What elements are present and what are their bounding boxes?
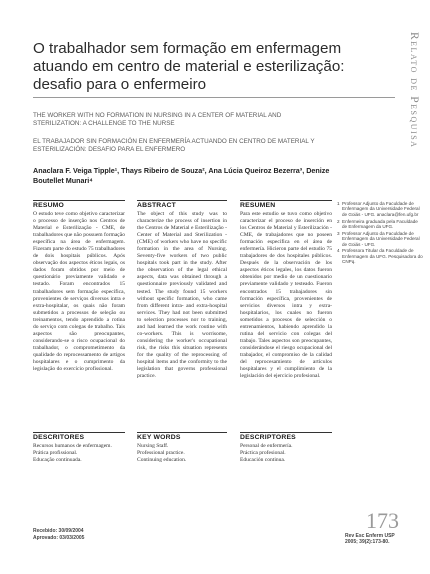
note-number: 4	[337, 248, 340, 254]
abstract-column	[137, 200, 227, 380]
note-number: 1	[337, 201, 340, 206]
keyword-item: Educación continua.	[240, 457, 286, 463]
subtitle-spanish: EL TRABAJADOR SIN FORMACIÓN EN ENFERMERÍA ACTUANDO EN CENTRO DE MATERIAL Y ESTERILIZACIÓN: DESAFIO PARA EL ENFERMERO	[33, 138, 315, 153]
resumo-heading: RESUMO	[33, 200, 125, 210]
keywords-heading: KEY WORDS	[137, 432, 227, 442]
note-item	[337, 201, 423, 217]
note-text: Enfermeira graduada pela Faculdade de Enfermagem da UFG.	[342, 218, 418, 230]
author-notes	[337, 201, 423, 266]
keyword-item: Continuing education.	[137, 457, 187, 463]
descritores-block	[33, 432, 125, 464]
section-label: Relato de Pesquisa	[408, 32, 420, 149]
note-item	[337, 219, 423, 230]
page-number: 173	[366, 508, 399, 533]
resumen-text: Para este estudio se tuvo como objetivo caracterizar el proceso de inserción en los Centros de Material y Esterilización - CME, de trabajadores que no poseen formación específica en el área de enfermería. Hicieron parte del estudio 75 trabajadores de dos hospitales públicos. Después de la observación de los aspectos éticos legales, los datos fueron obtenidos por medio de un cuestionario previamente validado y testeado. Fueron encontrados 15 trabajadores sin formación específica, provenientes de servicios diversos intra y extra-hospitalarios, los cuales no fueron sometidos a procesos de selección o entrenamientos, habiendo aprendido la rutina del servicio con colegas del trabajo. Tales aspectos son preocupantes, considerándose el riesgo ocupacional del trabajador, el compromiso de la calidad del reprocesamiento de artículos hospitalares y el cumplimiento de la legislación del ejercicio profesional.	[240, 211, 332, 380]
journal-reference	[345, 533, 425, 545]
keyword-item: Nursing Staff.	[137, 443, 169, 449]
note-item	[337, 248, 423, 264]
note-item	[337, 231, 423, 247]
article-title: O trabalhador sem formação em enfermagem atuando em centro de material e esterilização: desafio para o enfermeiro	[33, 40, 345, 93]
keywords-block	[137, 432, 227, 464]
note-number: 2	[337, 218, 340, 224]
submission-dates	[33, 528, 153, 542]
abstract-heading: ABSTRACT	[137, 200, 227, 210]
resumen-heading: RESUMEN	[240, 200, 332, 210]
keyword-item: Personal de enfermería.	[240, 443, 293, 449]
author-list: Anaclara F. Veiga Tipple¹, Thays Ribeiro de Souza², Ana Lúcia Queiroz Bezerra³, Denize Boutellet Munari⁴	[33, 166, 330, 185]
keyword-item: Recursos humanos de enfermagem.	[33, 443, 112, 449]
keyword-item: Professional practice.	[137, 450, 185, 456]
approved-date: Aprovado: 03/03/2005	[33, 535, 85, 541]
resumen-column	[240, 200, 332, 380]
descriptores-block	[240, 432, 332, 464]
resumo-text: O estudo teve como objetivo caracterizar o processo de inserção nos Centros de Material e Esterilização - CME, de trabalhadores que não possuem formação específica na área de enfermagem. Fizeram parte do estudo 75 trabalhadores de dois hospitais públicos. Após observação dos aspectos éticos legais, os dados foram obtidos por meio de questionário previamente validado e testado. Foram encontrados 15 trabalhadores sem formação específica, provenientes de serviços diversos intra e extra-hospitalar, os quais não foram submetidos a processos de seleção ou treinamentos, tendo aprendido a rotina do serviço com colegas de trabalho. Tais aspectos são preocupantes, considerando-se o risco ocupacional do trabalhador, o comprometimento da qualidade do reprocessamento de artigos hospitalares e o cumprimento da legislação do exercício profissional.	[33, 211, 125, 373]
note-text: Professora Titular da Faculdade de Enfermagem da UFG. Pesquisadora do CNPq.	[342, 248, 423, 265]
keyword-item: Prática profissional.	[33, 450, 78, 456]
journal-citation: 2005; 39(2):173-80.	[345, 539, 390, 545]
descritores-heading: DESCRITORES	[33, 432, 125, 442]
received-date: Recebido: 30/09/2004	[33, 528, 84, 534]
title-divider	[33, 97, 395, 98]
keyword-item: Práctica profesional.	[240, 450, 286, 456]
note-text: Professor Adjunto da Faculdade de Enfermagem da Universidade Federal de Goiás - UFG. anaclara@fen.ufg.br	[342, 201, 420, 217]
resumo-column	[33, 200, 125, 373]
descriptores-heading: DESCRIPTORES	[240, 432, 332, 442]
journal-name: Rev Esc Enferm USP	[345, 533, 395, 539]
note-number: 3	[337, 230, 340, 236]
subtitle-english: THE WORKER WITH NO FORMATION IN NURSING IN A CENTER OF MATERIAL AND STERILIZATION: A CHALLENGE TO THE NURSE	[33, 112, 282, 127]
note-text: Professor Adjunto da Faculdade de Enfermagem da Universidade Federal de Goiás - UFG.	[342, 230, 420, 247]
abstract-text: The object of this study was to characterize the process of insertion in the Centros de Material e Esterilização - Center of Material and Sterilization - (CME) of workers who have no specific formation in the area of Nursing. Seventy-five workers of two public hospitals took part in the study. After the observation of the legal ethical aspects, data was obtained through a questionnaire previously validated and tested. The study found 15 workers without specific formation, who came from different intra- and extra-hospital services. They had not been submitted to selection processes nor to training, and had learned the work routine with co-workers. This is worrisome, considering the worker's occupational risk, the risks this situation represents for the quality of the reprocessing of hospital items and the conformity to the legislation that governs professional practice.	[137, 211, 227, 380]
keyword-item: Educação continuada.	[33, 457, 82, 463]
